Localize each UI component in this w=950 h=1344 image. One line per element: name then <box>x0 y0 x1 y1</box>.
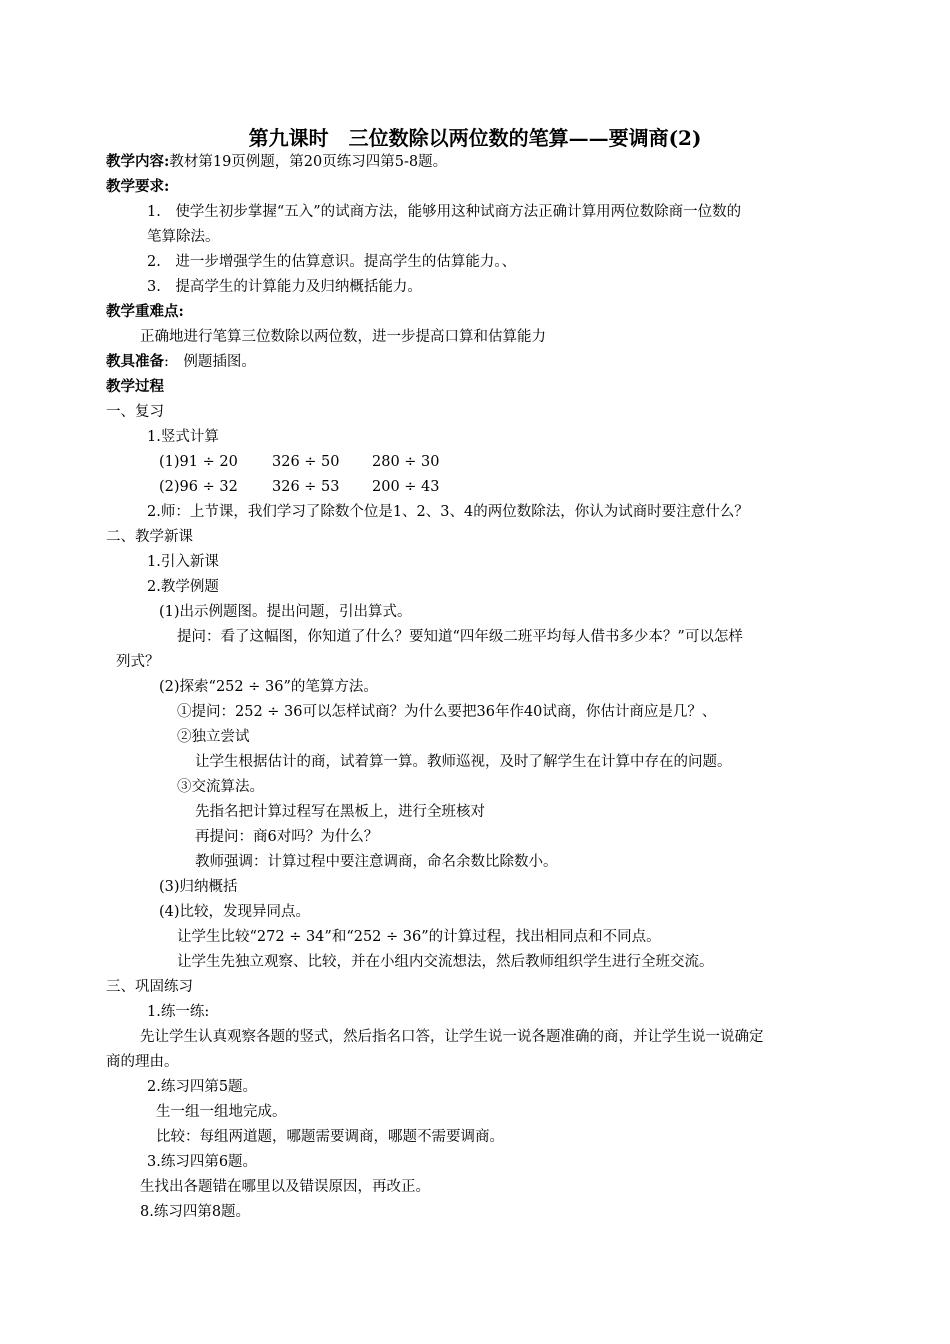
requirements-label: 教学要求: <box>106 178 170 195</box>
step-text: 让学生先独立观察、比较，并在小组内交流想法，然后教师组织学生进行全班交流。 <box>177 954 714 970</box>
difficulty-text: 正确地进行笔算三位数除以两位数，进一步提高口算和估算能力 <box>140 329 546 345</box>
step-heading: (3)归纳概括 <box>159 879 238 895</box>
requirement-item: 3. 提高学生的计算能力及归纳概括能力。 <box>147 279 422 295</box>
calc-expression: (2)96 ÷ 32 <box>159 479 238 495</box>
practice-text-continued: 商的理由。 <box>106 1054 179 1070</box>
step-text: 教师强调：计算过程中要注意调商，命名余数比除数小。 <box>195 854 558 870</box>
calc-row <box>159 452 440 472</box>
tools-line <box>106 352 256 372</box>
tools-label: 教具准备 <box>106 353 164 370</box>
step-text: 再提问：商6对吗？为什么？ <box>195 829 379 845</box>
section-heading: 三、巩固练习 <box>106 979 193 995</box>
difficulty-label: 教学重难点: <box>106 303 184 320</box>
section-heading: 二、教学新课 <box>106 529 193 545</box>
new-lesson-item: 2.教学例题 <box>147 579 219 595</box>
step-text: 让学生比较“272 ÷ 34”和“252 ÷ 36”的计算过程，找出相同点和不同点。 <box>177 929 661 945</box>
step-text: ②独立尝试 <box>177 729 250 745</box>
requirement-item-continued: 笔算除法。 <box>147 229 220 245</box>
step-text: 先指名把计算过程写在黑板上，进行全班核对 <box>195 804 485 820</box>
practice-text: 比较：每组两道题，哪题需要调商，哪题不需要调商。 <box>156 1129 504 1145</box>
step-text: ③交流算法。 <box>177 779 264 795</box>
review-item: 2.师：上节课，我们学习了除数个位是1、2、3、4的两位数除法，你认为试商时要注意什么？ <box>147 504 749 520</box>
calc-expression: 280 ÷ 30 <box>372 454 440 470</box>
requirement-item: 1. 使学生初步掌握“五入”的试商方法，能够用这种试商方法正确计算用两位数除商一位数的 <box>147 204 742 220</box>
tools-text: : 例题插图。 <box>164 354 256 370</box>
step-text-continued: 列式？ <box>116 654 160 670</box>
step-text: 让学生根据估计的商，试着算一算。教师巡视，及时了解学生在计算中存在的问题。 <box>195 754 732 770</box>
section-heading: 一、复习 <box>106 404 164 420</box>
step-text: 提问：看了这幅图，你知道了什么？要知道“四年级二班平均每人借书多少本？”可以怎样 <box>177 629 743 645</box>
practice-text: 生找出各题错在哪里以及错误原因，再改正。 <box>140 1179 430 1195</box>
step-heading: (2)探索“252 ÷ 36”的笔算方法。 <box>159 679 378 695</box>
calc-expression: 326 ÷ 50 <box>272 454 340 470</box>
practice-text: 先让学生认真观察各题的竖式，然后指名口答，让学生说一说各题准确的商，并让学生说一说确定 <box>140 1029 764 1045</box>
requirement-item: 2. 进一步增强学生的估算意识。提高学生的估算能力。、 <box>147 254 517 270</box>
content-label: 教学内容: <box>106 153 170 170</box>
step-heading: (4)比较，发现异同点。 <box>159 904 311 920</box>
process-label: 教学过程 <box>106 378 164 395</box>
step-text: ①提问：252 ÷ 36可以怎样试商？为什么要把36年作40试商，你估计商应是几？、 <box>177 704 717 720</box>
new-lesson-item: 1.引入新课 <box>147 554 219 570</box>
practice-item: 2.练习四第5题。 <box>147 1079 258 1095</box>
practice-item: 8.练习四第8题。 <box>140 1204 251 1220</box>
practice-text: 生一组一组地完成。 <box>156 1104 287 1120</box>
calc-expression: (1)91 ÷ 20 <box>159 454 238 470</box>
content-line <box>106 152 447 172</box>
practice-item: 1.练一练: <box>147 1004 210 1020</box>
practice-item: 3.练习四第6题。 <box>147 1154 258 1170</box>
review-item: 1.竖式计算 <box>147 429 219 445</box>
content-text: 教材第19页例题，第20页练习四第5-8题。 <box>169 154 448 170</box>
calc-row <box>159 477 440 497</box>
page-title: 第九课时 三位数除以两位数的笔算——要调商(2) <box>248 126 702 150</box>
calc-expression: 326 ÷ 53 <box>272 479 340 495</box>
calc-expression: 200 ÷ 43 <box>372 479 440 495</box>
step-heading: (1)出示例题图。提出问题，引出算式。 <box>159 604 412 620</box>
